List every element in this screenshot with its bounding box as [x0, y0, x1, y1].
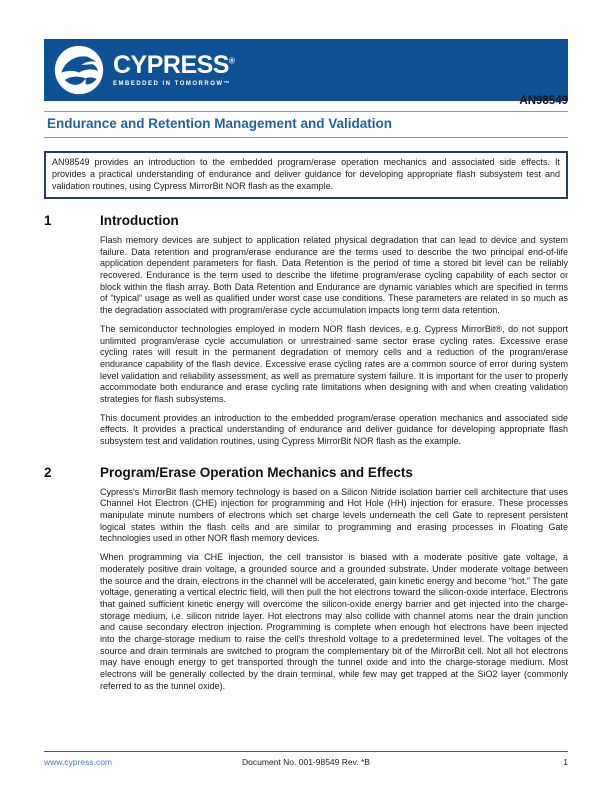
paragraph: When programming via CHE injection, the cell transistor is biased with a moderate positive gate voltage, a moderately positive drain voltage, a grounded source and a grounded substrate. Under moderate voltage between the source and the drain, electrons in the channel will be accelerated, gain kinetic energy and become “hot.” The gate voltage, generating a vertical electric field, will then pull the hot electrons toward the silicon-oxide interface. Electrons that gained sufficient kinetic energy will overcome the silicon-oxide energy barrier and get injected into the charge-storage medium, i.e. silicon nitride layer. Hot electrons may also collide with channel atoms near the drain junction and cause secondary electron injection. Programming is complete when enough hot electrons have been injected into the charge-storage medium to raise the cell's threshold voltage to a predetermined level. The voltages of the source and drain terminals are switched to program the complementary bit of the MirrorBit cell. Not all hot electrons may have enough energy to get transported through the tunnel oxide and into the charge-storage medium. Most electrons will be generally collected by the drain terminal, while few may get trapped at the SiO2 layer (commonly referred to as the tunnel oxide). — [100, 552, 568, 691]
paragraph: This document provides an introduction to the embedded program/erase operation mechanics and associated side effects. It provides a practical understanding of endurance and deliver guidance for developing appropriate flash subsystem test and validation routines, using Cypress MirrorBit NOR flash as the example. — [100, 412, 568, 446]
brand-block — [113, 53, 234, 87]
abstract-box: AN98549 provides an introduction to the embedded program/erase operation mechanics and associated side effects. It provides a practical understanding of endurance and deliver guidance for developing appropriate flash subsystem test and validation routines, using Cypress MirrorBit NOR flash as the example. — [44, 151, 568, 199]
section-title: Program/Erase Operation Mechanics and Effects — [100, 464, 413, 480]
document-body — [44, 213, 568, 699]
doc-number: AN98549 — [519, 95, 568, 107]
section-number: 2 — [44, 464, 52, 480]
paragraph: Cypress's MirrorBit flash memory technology is based on a Silicon Nitride isolation barrier cell architecture that uses Channel Hot Electron (CHE) injection for programming and Hot Hole (HH) injection for erasure. These processes manipulate minute numbers of electrons which set charge levels underneath the cell Gate to represent persistent logical states within the flash cells and are similar to programming and erasing processes in Floating Gate technologies used in other NOR flash memory devices. — [100, 486, 568, 544]
paragraph: The semiconductor technologies employed in modern NOR flash devices, e.g. Cypress MirrorBit®, do not support unlimited program/erase cycle accumulation or unrestrained same sector erase cycling rates. Excessive erase cycling rates will result in the permanent degradation of memory cells and a reduction of the program/erase endurance capability of the flash device. Excessive erase cycling rates are a common source of error during system level validation and reliability assessment, as well as premature system failure. It is important for the user to properly accommodate both endurance and erase cycling rate limitations when designing with and when creating validation strategies for flash subsystems. — [100, 323, 568, 404]
footer-doc-number: Document No. 001-98549 Rev. *B — [242, 757, 370, 767]
cypress-website-link[interactable]: www.cypress.com — [44, 757, 113, 767]
section-title: Introduction — [100, 213, 179, 228]
paragraph: Flash memory devices are subject to application related physical degradation that can lead to device and system failure. Data retention and program/erase endurance are the terms used to describe the two principal end-of-life application dependent parameters for flash. Data Retention is the period of time a stored bit level can be reliably recovered. Endurance is the term used to describe the lifetime program/erase cycling capability of each sector or block within the flash array. Both Data Retention and Endurance are dynamic variables which are specified in terms of “typical” usage as well as qualified under worst case use conditions. These parameters are related in so much as the degradation associated with program/erase cycle accumulation impacts long term data retention. — [100, 235, 568, 316]
brand-text: CYPRESS — [113, 51, 229, 79]
section-number: 1 — [44, 213, 52, 228]
section-introduction — [44, 213, 568, 448]
section-heading — [44, 465, 568, 480]
registered-mark: ® — [228, 56, 235, 66]
footer — [44, 757, 568, 767]
divider-top — [44, 111, 568, 112]
divider-under-title — [44, 137, 568, 138]
brand-name — [113, 53, 234, 78]
page-title: Endurance and Retention Management and Validation — [47, 116, 393, 131]
section-heading — [44, 213, 568, 228]
cypress-logo-icon — [54, 45, 104, 95]
cypress-banner — [44, 39, 568, 101]
footer-page-number: 1 — [563, 757, 568, 767]
brand-tagline: EMBEDDED IN TOMORROW™ — [113, 81, 232, 87]
footer-divider — [44, 751, 568, 752]
section-program-erase-mechanics — [44, 465, 568, 693]
